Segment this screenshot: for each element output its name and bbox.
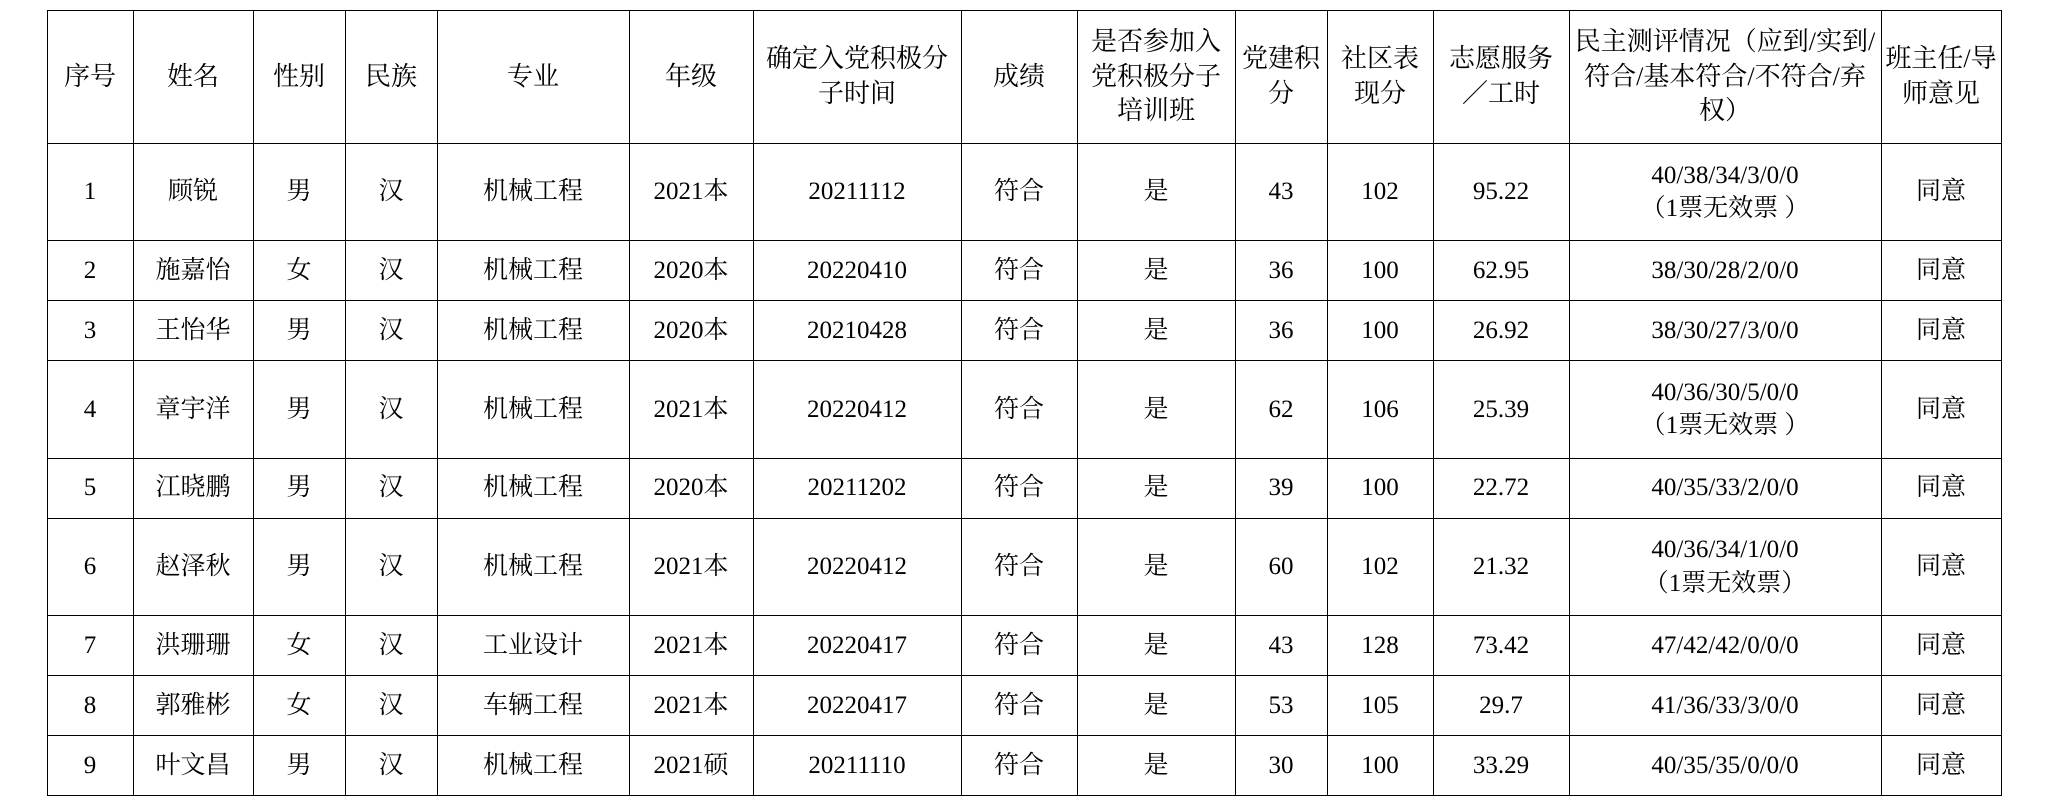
cell-ethnicity: 汉 [345,615,437,675]
cell-name: 章宇洋 [133,361,253,458]
cell-gender: 女 [253,241,345,301]
cell-opinion: 同意 [1881,675,2001,735]
cell-gender: 男 [253,518,345,615]
cell-date: 20220412 [753,361,961,458]
cell-date: 20220412 [753,518,961,615]
cell-opinion: 同意 [1881,361,2001,458]
cell-major: 机械工程 [437,361,629,458]
vote-note: （1票无效票 ） [1640,412,1810,440]
cell-community-points: 102 [1327,144,1433,241]
vote-value: 40/36/30/5/0/0 [1651,378,1799,406]
cell-date: 20211110 [753,735,961,795]
cell-grade: 2021本 [629,675,753,735]
cell-seq: 3 [47,301,133,361]
cell-score: 符合 [961,301,1077,361]
cell-party-points: 62 [1235,361,1327,458]
cell-community-points: 100 [1327,735,1433,795]
table-row [47,675,2001,735]
cell-party-points: 60 [1235,518,1327,615]
cell-name: 郭雅彬 [133,675,253,735]
vote-value: 40/36/34/1/0/0 [1651,536,1799,564]
cell-vote: 40/35/35/0/0/0 [1569,735,1881,795]
cell-opinion: 同意 [1881,518,2001,615]
cell-training: 是 [1077,241,1235,301]
cell-seq: 2 [47,241,133,301]
cell-vote: 40/35/33/2/0/0 [1569,458,1881,518]
cell-score: 符合 [961,361,1077,458]
cell-name: 赵泽秋 [133,518,253,615]
cell-date: 20211202 [753,458,961,518]
table-row [47,735,2001,795]
cell-score: 符合 [961,144,1077,241]
table-row [47,301,2001,361]
column-header-volunteer-hours: 志愿服务／工时 [1433,11,1569,144]
cell-volunteer-hours: 25.39 [1433,361,1569,458]
cell-grade: 2020本 [629,458,753,518]
cell-volunteer-hours: 62.95 [1433,241,1569,301]
cell-volunteer-hours: 95.22 [1433,144,1569,241]
column-header-grade: 年级 [629,11,753,144]
cell-vote: 38/30/27/3/0/0 [1569,301,1881,361]
cell-seq: 8 [47,675,133,735]
table-row [47,241,2001,301]
cell-party-points: 30 [1235,735,1327,795]
cell-ethnicity: 汉 [345,735,437,795]
column-header-vote: 民主测评情况（应到/实到/符合/基本符合/不符合/弃权） [1569,11,1881,144]
cell-date: 20211112 [753,144,961,241]
cell-grade: 2021硕 [629,735,753,795]
cell-community-points: 105 [1327,675,1433,735]
candidate-table [47,10,2002,796]
cell-score: 符合 [961,241,1077,301]
cell-ethnicity: 汉 [345,675,437,735]
cell-community-points: 128 [1327,615,1433,675]
cell-grade: 2021本 [629,144,753,241]
cell-score: 符合 [961,458,1077,518]
cell-major: 机械工程 [437,518,629,615]
cell-community-points: 102 [1327,518,1433,615]
cell-volunteer-hours: 29.7 [1433,675,1569,735]
cell-seq: 4 [47,361,133,458]
table-header-row [47,11,2001,144]
cell-ethnicity: 汉 [345,301,437,361]
cell-seq: 1 [47,144,133,241]
cell-ethnicity: 汉 [345,144,437,241]
cell-name: 江晓鹏 [133,458,253,518]
cell-major: 工业设计 [437,615,629,675]
cell-opinion: 同意 [1881,241,2001,301]
cell-ethnicity: 汉 [345,518,437,615]
cell-party-points: 43 [1235,144,1327,241]
cell-party-points: 39 [1235,458,1327,518]
cell-volunteer-hours: 26.92 [1433,301,1569,361]
column-header-ethnicity: 民族 [345,11,437,144]
cell-gender: 女 [253,675,345,735]
cell-gender: 男 [253,458,345,518]
cell-gender: 男 [253,144,345,241]
cell-ethnicity: 汉 [345,361,437,458]
cell-score: 符合 [961,615,1077,675]
cell-ethnicity: 汉 [345,241,437,301]
cell-volunteer-hours: 33.29 [1433,735,1569,795]
cell-training: 是 [1077,458,1235,518]
cell-community-points: 100 [1327,241,1433,301]
table-row [47,615,2001,675]
cell-score: 符合 [961,735,1077,795]
cell-training: 是 [1077,735,1235,795]
cell-training: 是 [1077,301,1235,361]
cell-opinion: 同意 [1881,735,2001,795]
cell-date: 20210428 [753,301,961,361]
cell-major: 机械工程 [437,458,629,518]
table-row [47,361,2001,458]
cell-party-points: 43 [1235,615,1327,675]
column-header-training: 是否参加入党积极分子培训班 [1077,11,1235,144]
table-row [47,518,2001,615]
cell-date: 20220417 [753,615,961,675]
cell-major: 车辆工程 [437,675,629,735]
cell-name: 顾锐 [133,144,253,241]
cell-party-points: 53 [1235,675,1327,735]
cell-gender: 男 [253,361,345,458]
cell-volunteer-hours: 21.32 [1433,518,1569,615]
cell-opinion: 同意 [1881,458,2001,518]
cell-major: 机械工程 [437,735,629,795]
cell-grade: 2020本 [629,241,753,301]
vote-note: （1票无效票 ） [1640,195,1810,223]
table-row [47,144,2001,241]
cell-name: 施嘉怡 [133,241,253,301]
cell-seq: 5 [47,458,133,518]
cell-grade: 2021本 [629,361,753,458]
column-header-major: 专业 [437,11,629,144]
cell-community-points: 106 [1327,361,1433,458]
cell-seq: 7 [47,615,133,675]
cell-major: 机械工程 [437,144,629,241]
cell-score: 符合 [961,518,1077,615]
cell-grade: 2021本 [629,615,753,675]
cell-seq: 9 [47,735,133,795]
cell-grade: 2020本 [629,301,753,361]
cell-vote [1569,518,1881,615]
cell-gender: 女 [253,615,345,675]
cell-party-points: 36 [1235,301,1327,361]
cell-gender: 男 [253,735,345,795]
cell-grade: 2021本 [629,518,753,615]
column-header-community-points: 社区表现分 [1327,11,1433,144]
cell-party-points: 36 [1235,241,1327,301]
column-header-seq: 序号 [47,11,133,144]
cell-training: 是 [1077,144,1235,241]
cell-community-points: 100 [1327,458,1433,518]
cell-training: 是 [1077,361,1235,458]
cell-opinion: 同意 [1881,301,2001,361]
column-header-score: 成绩 [961,11,1077,144]
cell-opinion: 同意 [1881,615,2001,675]
cell-volunteer-hours: 73.42 [1433,615,1569,675]
cell-vote [1569,144,1881,241]
cell-training: 是 [1077,518,1235,615]
cell-ethnicity: 汉 [345,458,437,518]
cell-date: 20220410 [753,241,961,301]
cell-volunteer-hours: 22.72 [1433,458,1569,518]
cell-training: 是 [1077,615,1235,675]
vote-note: （1票无效票） [1643,569,1807,597]
cell-opinion: 同意 [1881,144,2001,241]
column-header-gender: 性别 [253,11,345,144]
cell-vote: 47/42/42/0/0/0 [1569,615,1881,675]
cell-major: 机械工程 [437,301,629,361]
cell-training: 是 [1077,675,1235,735]
cell-community-points: 100 [1327,301,1433,361]
column-header-date: 确定入党积极分子时间 [753,11,961,144]
cell-seq: 6 [47,518,133,615]
cell-gender: 男 [253,301,345,361]
column-header-name: 姓名 [133,11,253,144]
cell-vote: 38/30/28/2/0/0 [1569,241,1881,301]
table-row [47,458,2001,518]
cell-date: 20220417 [753,675,961,735]
vote-value: 40/38/34/3/0/0 [1651,161,1799,189]
cell-score: 符合 [961,675,1077,735]
column-header-party-points: 党建积分 [1235,11,1327,144]
cell-name: 叶文昌 [133,735,253,795]
cell-vote [1569,361,1881,458]
cell-name: 王怡华 [133,301,253,361]
cell-name: 洪珊珊 [133,615,253,675]
cell-vote: 41/36/33/3/0/0 [1569,675,1881,735]
column-header-opinion: 班主任/导师意见 [1881,11,2001,144]
cell-major: 机械工程 [437,241,629,301]
